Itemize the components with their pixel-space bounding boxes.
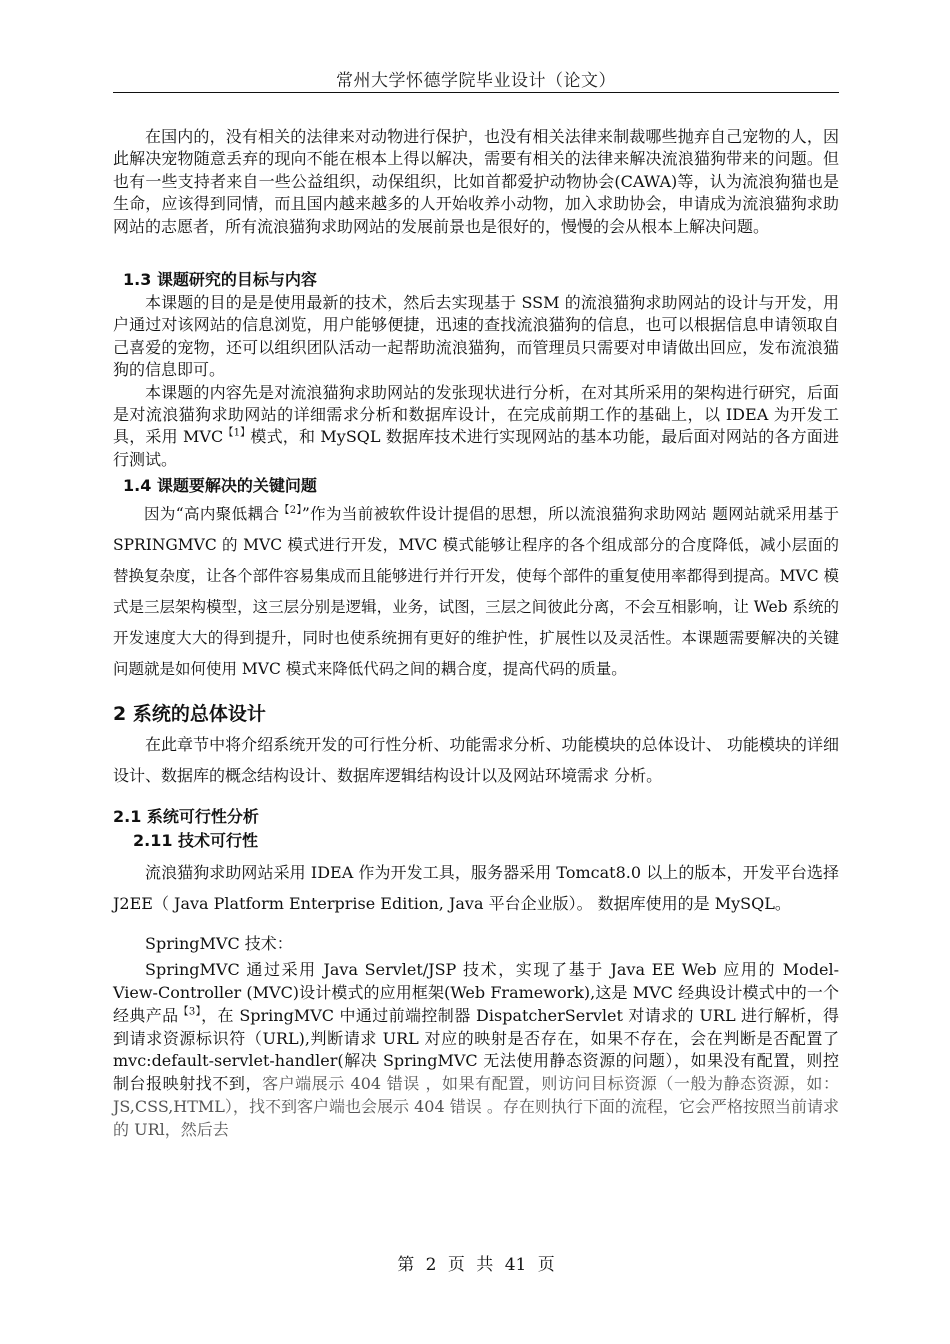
text-run: ，在 SpringMVC 中通过前端控制器 DispatcherServlet 对请求的 URL 进行解析，得到请求资源标识符（URL),判断请求 URL 对应的映射是否存在，如果不存在，会在判断是否配置了 mvc:default-servlet-handler(解决 SpringMVC 无法使用静态资源的问题），如果没有配置，则控制台报映射找不到， (113, 1005, 839, 1094)
citation-ref-2: 【2】 (279, 505, 302, 517)
text-run: 因为“高内聚低耦合 (144, 505, 280, 524)
header-rule (113, 92, 839, 93)
section-1-4-heading: 1.4 课题要解决的关键问题 (123, 476, 317, 496)
springmvc-label: SpringMVC 技术： (145, 934, 293, 954)
page-header: 常州大学怀德学院毕业设计（论文） (336, 71, 616, 91)
chapter-2-paragraph: 在此章节中将介绍系统开发的可行性分析、功能需求分析、功能模块的总体设计、 功能模块的详细设计、数据库的概念结构设计、数据库逻辑结构设计以及网站环境需求 分析。 (113, 735, 839, 786)
text-run: SpringMVC 通过采用 Java Servlet/JSP 技术，实现了基于 Java EE Web 应用的 Model-View-Controller (MVC)设计模式的应用框架(Web Framework),这是 MVC 经典设计模式中的一个经典产品 (113, 960, 839, 1025)
page-body (113, 126, 839, 1142)
text-run: 模式，和 MySQL 数据库技术进行实现网站的基本功能，最后面对网站的各方面进行测试。 (113, 427, 839, 469)
section-2-11-paragraph: 流浪猫狗求助网站采用 IDEA 作为开发工具，服务器采用 Tomcat8.0 以上的版本，开发平台选择 J2EE（ Java Platform Enterprise Edition, Java 平台企业版）。 数据库使用的是 MySQL。 (113, 863, 839, 914)
section-1-3-paragraph-2 (113, 382, 839, 472)
section-2-11-heading: 2.11 技术可行性 (133, 831, 259, 851)
citation-ref-3: 【3】 (178, 1006, 202, 1018)
text-run: ”作为当前被软件设计提倡的思想，所以流浪猫狗求助网站 题网站就采用基于 SPRINGMVC 的 MVC 模式进行开发，MVC 模式能够让程序的各个组成部分的合度降低，减小层面的替换复杂度，让各个部件容易集成而且能够进行并行开发，使每个部件的重复使用率都得到提高。MVC 模式是三层架构模型，这三层分别是逻辑，业务，试图，三层之间彼此分离，不会互相影响，让 Web 系统的开发速度大大的得到提升，同时也使系统拥有更好的维护性，扩展性以及灵活性。本课题需要解决的关键问题就是如何使用 MVC 模式来降低代码之间的耦合度，提高代码的质量。 (113, 505, 839, 679)
section-1-3-heading: 1.3 课题研究的目标与内容 (123, 270, 317, 290)
text-run: 本课题的内容先是对流浪猫狗求助网站的发张现状进行分析，在对其所采用的架构进行研究，后面是对流浪猫狗求助网站的详细需求分析和数据库设计，在完成前期工作的基础上，以 IDEA 为开发工具，采用 MVC (113, 382, 839, 447)
text-run-gray: 客户端展示 404 错误 ，如果有配置，则访问目标资源（一般为静态资源，如：JS,CSS,HTML），找不到客户端也会展示 404 错误 。存在则执行下面的流程，它会严格按照当前请求的 URl，然后去 (113, 1074, 839, 1139)
springmvc-paragraph (113, 959, 839, 1141)
section-1-4-paragraph (113, 499, 839, 685)
section-2-1-heading: 2.1 系统可行性分析 (113, 807, 259, 827)
intro-paragraph: 在国内的，没有相关的法律来对动物进行保护，也没有相关法律来制裁哪些抛弃自己宠物的人，因此解决宠物随意丢弃的现向不能在根本上得以解决，需要有相关的法律来解决流浪猫狗带来的问题。但也有一些支持者来自一些公益组织，动保组织，比如首都爱护动物协会(CAWA)等，认为流浪狗猫也是生命，应该得到同情，而且国内越来越多的人开始收养小动物，加入求助协会，申请成为流浪猫狗求助网站的志愿者，所有流浪猫狗求助网站的发展前景也是很好的，慢慢的会从根本上解决问题。 (113, 127, 839, 236)
section-1-3-paragraph-1: 本课题的目的是是使用最新的技术，然后去实现基于 SSM 的流浪猫狗求助网站的设计与开发，用户通过对该网站的信息浏览，用户能够便捷，迅速的查找流浪猫狗的信息，也可以根据信息申请领取自己喜爱的宠物，还可以组织团队活动一起帮助流浪猫狗，而管理员只需要对申请做出回应，发布流浪猫狗的信息即可。 (113, 293, 839, 380)
chapter-2-heading: 2 系统的总体设计 (113, 703, 266, 726)
page-footer: 第 2 页 共 41 页 (397, 1255, 555, 1275)
citation-ref-1: 【1】 (223, 428, 251, 440)
